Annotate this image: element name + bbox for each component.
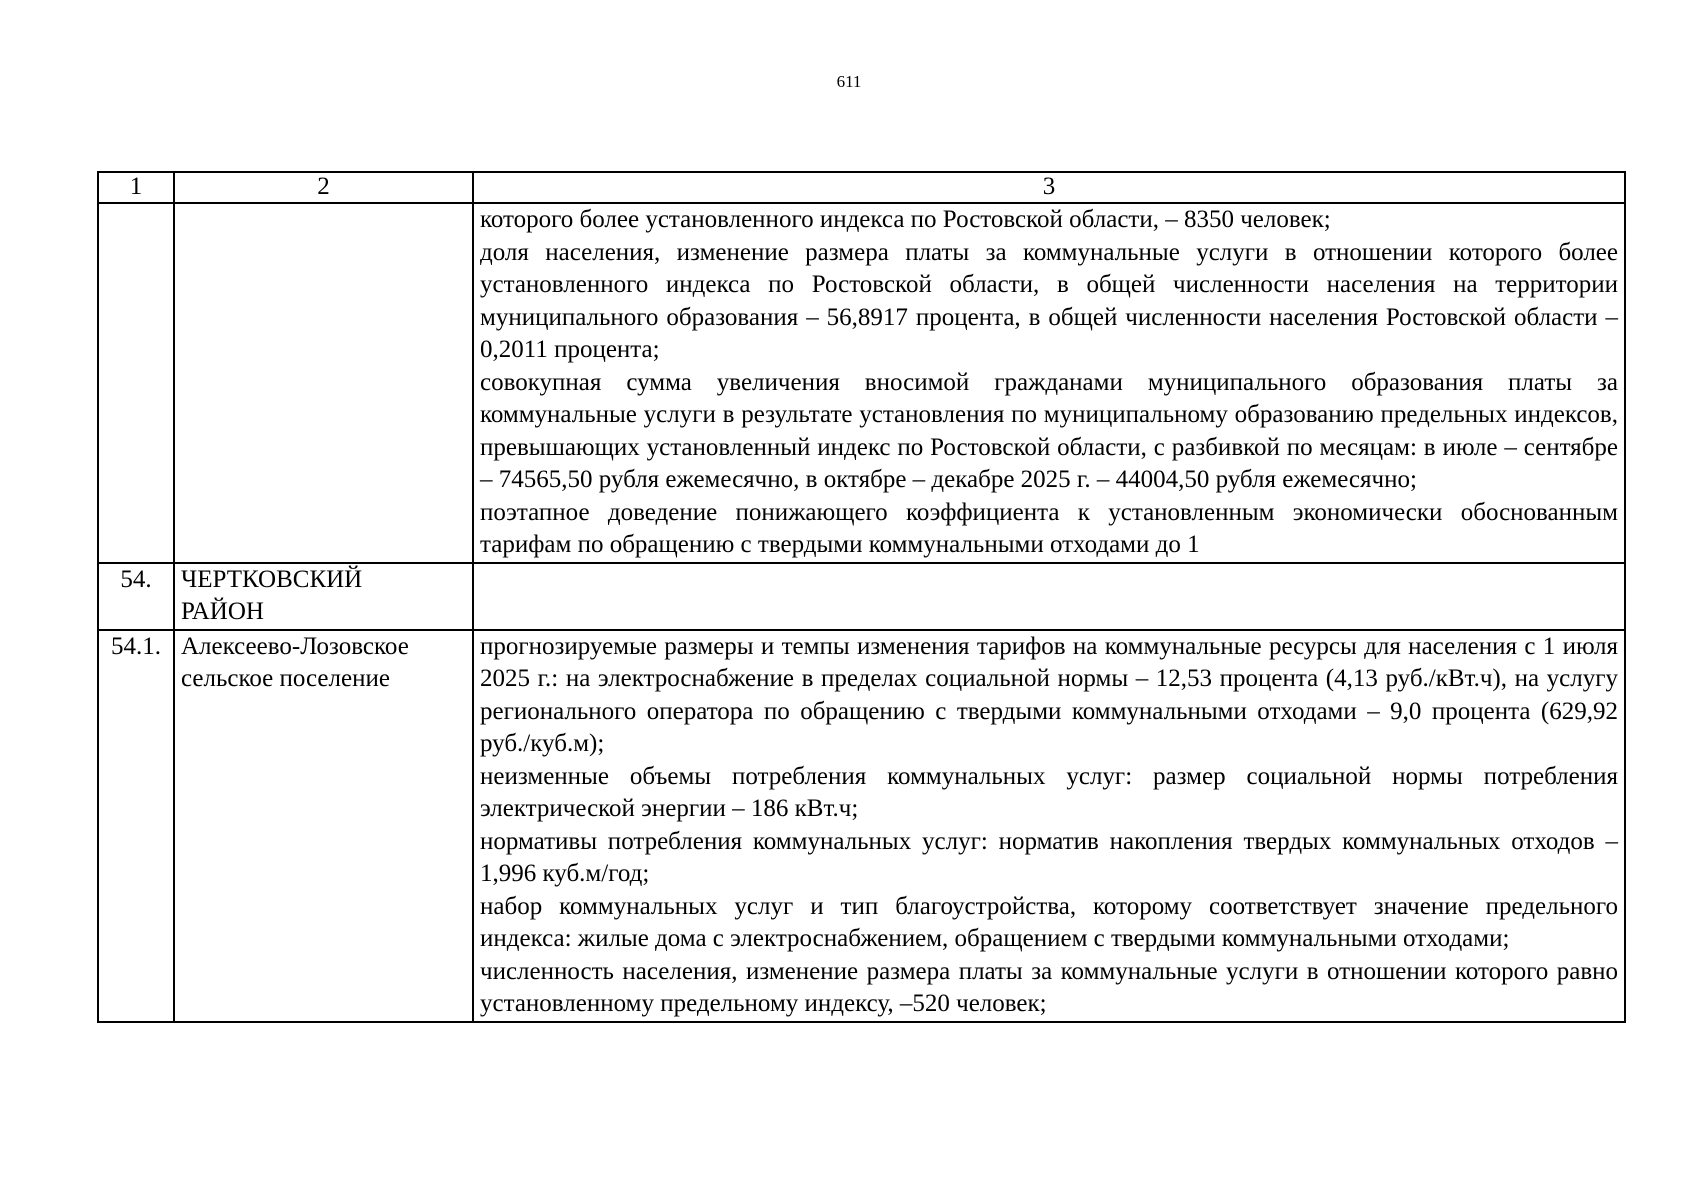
paragraph: нормативы потребления коммунальных услуг: норматив накопления твердых коммунальных отходов – 1,996 куб.м/год;	[480, 827, 1618, 887]
table-row	[98, 630, 1625, 1022]
paragraph: набор коммунальных услуг и тип благоустройства, которому соответствует значение предельного индекса: жилые дома с электроснабжением, обращением с твердыми коммунальными отходами;	[480, 892, 1618, 952]
table-row	[98, 203, 1625, 563]
row-name-line: Алексеево-Лозовское	[181, 632, 409, 660]
row-name	[174, 203, 473, 563]
column-header-2: 2	[174, 172, 473, 203]
paragraph: поэтапное доведение понижающего коэффициента к установленным экономически обоснованным тарифам по обращению с твердыми коммунальными отходами до 1	[480, 498, 1618, 558]
paragraph: доля населения, изменение размера платы за коммунальные услуги в отношении которого более установленного индекса по Ростовской области, в общей численности населения на территории муниципального образования – 56,8917 процента, в общей численности населения Ростовской области – 0,2011 процента;	[480, 238, 1618, 363]
page-number: 611	[836, 72, 862, 91]
paragraph: совокупная сумма увеличения вносимой гражданами муниципального образования платы за коммунальные услуги в результате установления по муниципальному образованию предельных индексов, превышающих установленный индекс по Ростовской области, с разбивкой по месяцам: в июле – сентябре – 74565,50 рубля ежемесячно, в октябре – декабре 2025 г. – 44004,50 рубля ежемесячно;	[480, 368, 1618, 493]
row-description	[473, 203, 1625, 563]
row-name-line: РАЙОН	[181, 598, 264, 625]
table-header-row	[98, 172, 1625, 203]
paragraph: которого более установленного индекса по Ростовской области, – 8350 человек;	[480, 206, 1331, 233]
paragraph: прогнозируемые размеры и темпы изменения тарифов на коммунальные ресурсы для населения с 1 июля 2025 г.: на электроснабжение в пределах социальной нормы – 12,53 процента (4,13 руб./кВт.ч), на услугу регионального оператора по обращению с твердыми коммунальными отходами – 9,0 процента (629,92 руб./куб.м);	[480, 632, 1618, 757]
row-name	[174, 563, 473, 630]
paragraph: неизменные объемы потребления коммунальных услуг: размер социальной нормы потребления электрической энергии – 186 кВт.ч;	[480, 762, 1618, 822]
row-name-line: сельское поселение	[181, 665, 390, 692]
paragraph: численность населения, изменение размера платы за коммунальные услуги в отношении которого равно установленному предельному индексу, –520 человек;	[480, 957, 1618, 1017]
row-description	[473, 563, 1625, 630]
table-row	[98, 563, 1625, 630]
row-name-line: ЧЕРТКОВСКИЙ	[181, 565, 363, 593]
row-number: 54.1.	[98, 630, 174, 1022]
document-table	[97, 171, 1626, 1023]
row-number	[98, 203, 174, 563]
row-description	[473, 630, 1625, 1022]
row-name	[174, 630, 473, 1022]
row-number: 54.	[98, 563, 174, 630]
column-header-3: 3	[473, 172, 1625, 203]
column-header-1: 1	[98, 172, 174, 203]
